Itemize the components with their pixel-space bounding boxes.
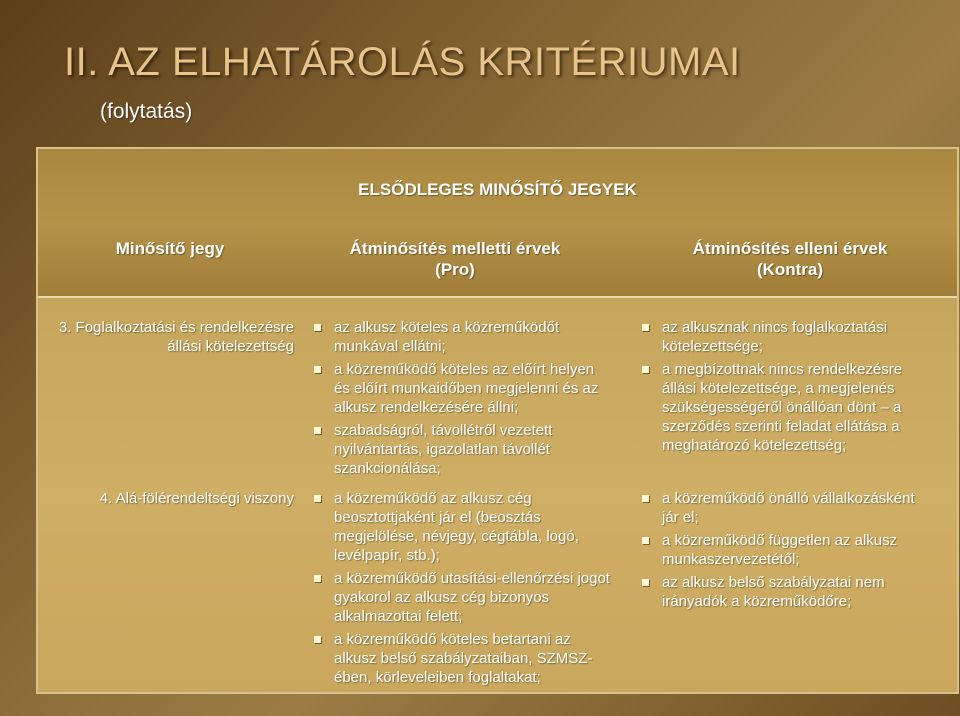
list-item-text: a közreműködő utasítási-ellenőrzési jogot gyakorol az alkusz cég bizonyos alkalmazottai felett; [334, 570, 610, 625]
bullet-icon [642, 324, 649, 331]
bullet-icon [642, 537, 649, 544]
bullet-icon [314, 427, 321, 434]
criterion-text-line2: állási kötelezettség [167, 338, 294, 355]
criterion-cell [40, 489, 294, 508]
list-item [312, 630, 612, 687]
list-item [312, 318, 612, 356]
list-item [640, 360, 925, 455]
bullet-icon [314, 324, 321, 331]
criterion-text-line1: 4. Alá-fölérendeltségi viszony [99, 490, 294, 507]
column-header-contra-line1: Átminősítés elleni érvek [692, 239, 888, 258]
column-header-pro [300, 238, 610, 280]
list-item-text: szabadságról, távollétről vezetett nyilvántartás, igazolatlan távollét szankcionálása; [334, 422, 553, 477]
bullet-icon [642, 495, 649, 502]
list-item-text: a közreműködő az alkusz cég beosztottjaként jár el (beosztás megjelölése, névjegy, cégtábla, logó, levélpapír, stb.); [334, 490, 579, 564]
bullet-icon [314, 575, 321, 582]
list-item [640, 489, 925, 527]
list-item [640, 573, 925, 611]
slide-subtitle: (folytatás) [100, 100, 193, 123]
list-item-text: a közreműködő köteles betartani az alkusz belső szabályzataiban, SZMSZ-ében, körleveleiben foglaltakat; [334, 631, 593, 686]
list-item-text: a közreműködő önálló vállalkozásként jár el; [662, 490, 915, 526]
list-item-text: az alkusz belső szabályzatai nem irányadók a közreműködőre; [662, 574, 885, 610]
list-item-text: a közreműködő köteles az előírt helyen és előírt munkaidőben megjelenni és az alkusz rendelkezésére állni; [334, 361, 599, 416]
bullet-icon [642, 366, 649, 373]
criterion-text-line1: 3. Foglalkoztatási és rendelkezésre [58, 319, 294, 336]
column-header-pro-line1: Átminősítés melletti érvek [349, 239, 561, 258]
list-item [312, 569, 612, 626]
list-item [640, 531, 925, 569]
bullet-icon [314, 366, 321, 373]
table-main-header: ELSŐDLEGES MINŐSÍTŐ JEGYEK [358, 180, 637, 199]
list-item-text: az alkusznak nincs foglalkoztatási kötelezettsége; [662, 319, 888, 355]
pro-list [312, 318, 612, 482]
list-item [312, 489, 612, 565]
pro-list [312, 489, 612, 691]
bullet-icon [314, 636, 321, 643]
list-item [640, 318, 925, 356]
column-header-pro-line2: (Pro) [435, 260, 475, 279]
list-item-text: az alkusz köteles a közreműködőt munkával ellátni; [334, 319, 560, 355]
criterion-cell [40, 318, 294, 356]
list-item [312, 360, 612, 417]
list-item [312, 421, 612, 478]
contra-list [640, 489, 925, 615]
bullet-icon [642, 579, 649, 586]
slide-title: II. AZ ELHATÁROLÁS KRITÉRIUMAI [64, 40, 741, 84]
list-item-text: a közreműködő független az alkusz munkaszervezetétől; [662, 532, 898, 568]
column-header-contra-line2: (Kontra) [756, 260, 824, 279]
contra-list [640, 318, 925, 459]
column-header-criterion [60, 238, 280, 259]
bullet-icon [314, 495, 321, 502]
list-item-text: a megbízottnak nincs rendelkezésre állási kötelezettsége, a megjelenés szükségességéről önállóan dönt – a szerződés szerinti feladat ellátása a meghatározó kötelezettség; [662, 361, 903, 454]
column-header-criterion-text: Minősítő jegy [115, 239, 225, 258]
column-header-contra [640, 238, 940, 280]
